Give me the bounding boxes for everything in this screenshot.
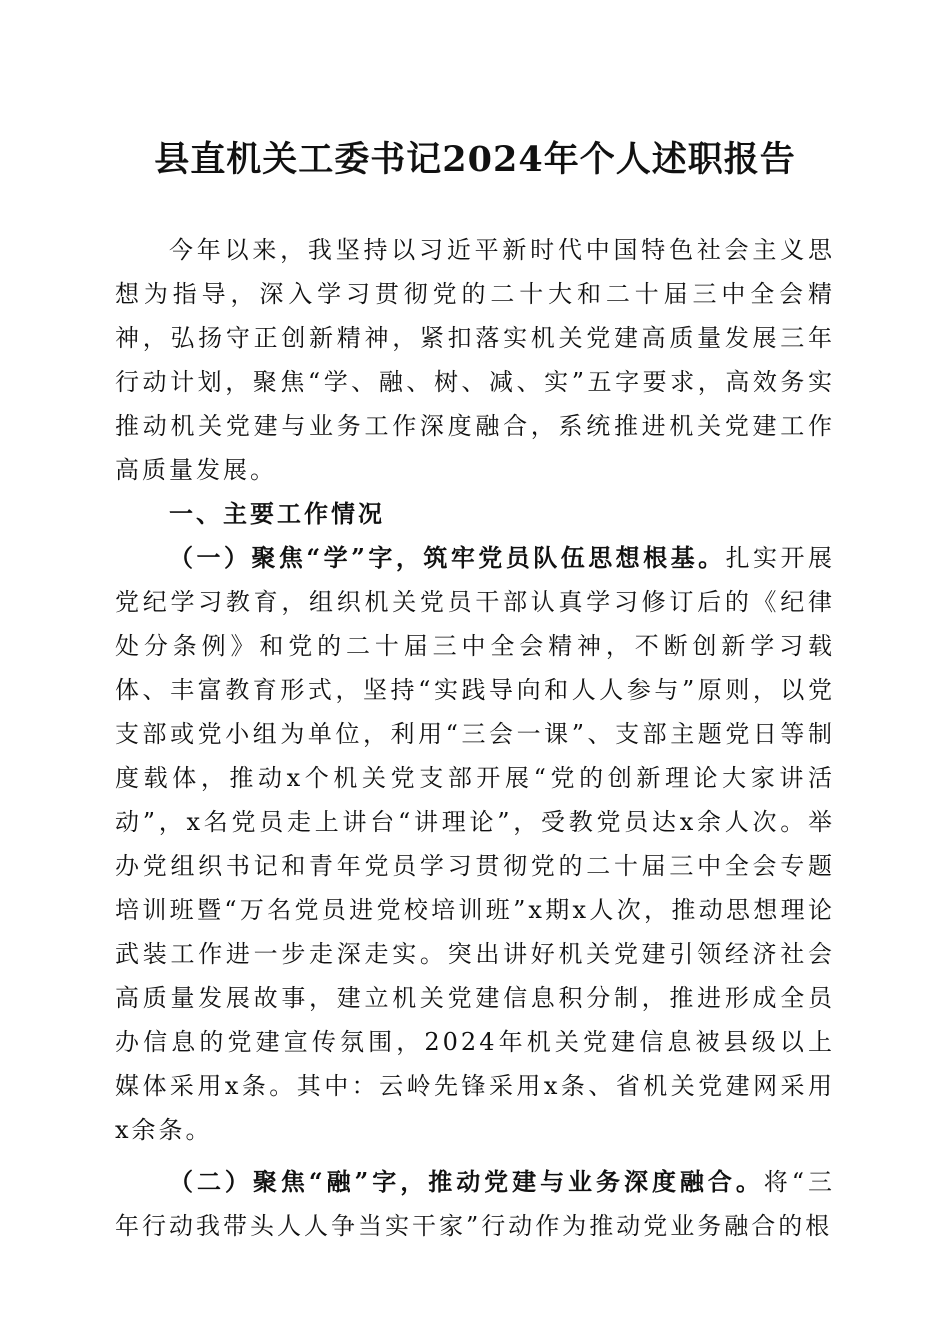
item-2-lead: （二）聚焦“融”字，推动党建与业务深度融合。	[169, 1167, 764, 1196]
item-1-lead: （一）聚焦“学”字，筑牢党员队伍思想根基。	[169, 543, 726, 572]
item-2-body: 将“三年行动我带头人人争当实干家”行动作为推动党业务融合的根	[115, 1168, 835, 1240]
section-heading-main-work: 一、主要工作情况	[169, 500, 385, 528]
paragraph-gap	[115, 1152, 835, 1160]
item-2-paragraph	[115, 1160, 835, 1248]
document-title: 县直机关工委书记2024年个人述职报告	[154, 139, 796, 180]
item-1-paragraph	[115, 536, 835, 1152]
item-1-body: 扎实开展党纪学习教育，组织机关党员干部认真学习修订后的《纪律处分条例》和党的二十届三中全会精神，不断创新学习载体、丰富教育形式，坚持“实践导向和人人参与”原则，以党支部或党小组为单位，利用“三会一课”、支部主题党日等制度载体，推动x个机关党支部开展“党的创新理论大家讲活动”，x名党员走上讲台“讲理论”，受教党员达x余人次。举办党组织书记和青年党员学习贯彻党的二十届三中全会专题培训班暨“万名党员进党校培训班”x期x人次，推动思想理论武装工作进一步走深走实。突出讲好机关党建引领经济社会高质量发展故事，建立机关党建信息积分制，推进形成全员办信息的党建宣传氛围，2024年机关党建信息被县级以上媒体采用x条。其中：云岭先锋采用x条、省机关党建网采用x余条。	[115, 544, 836, 1144]
document-body	[115, 228, 835, 1248]
intro-paragraph: 今年以来，我坚持以习近平新时代中国特色社会主义思想为指导，深入学习贯彻党的二十大和二十届三中全会精神，弘扬守正创新精神，紧扣落实机关党建高质量发展三年行动计划，聚焦“学、融、树、减、实”五字要求，高效务实推动机关党建与业务工作深度融合，系统推进机关党建工作高质量发展。	[115, 236, 835, 484]
